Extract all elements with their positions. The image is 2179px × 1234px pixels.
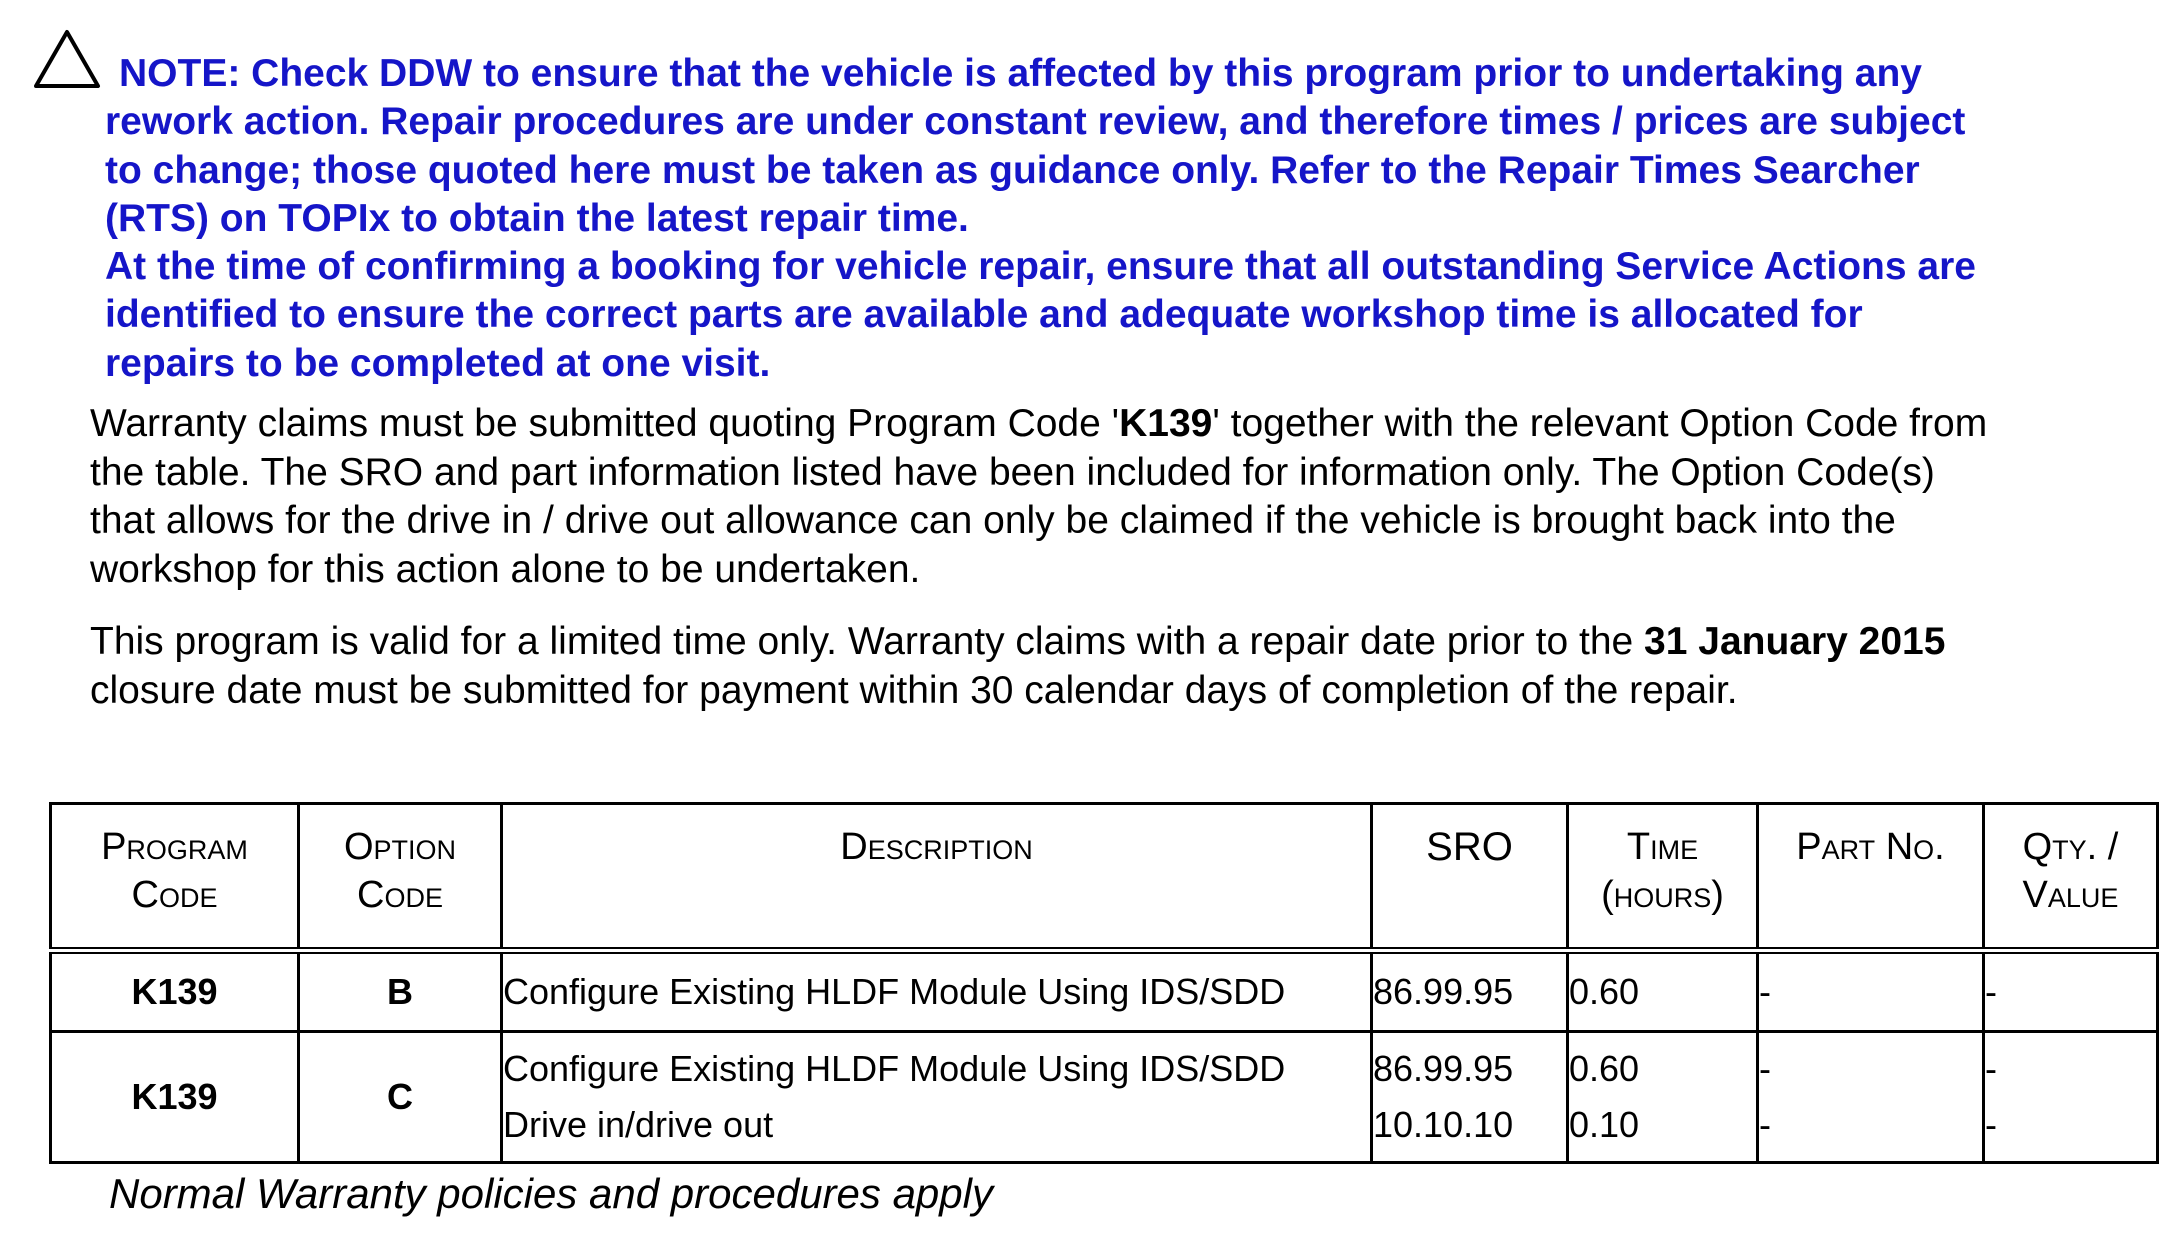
description-cell: Configure Existing HLDF Module Using IDS/SDD — [502, 951, 1372, 1032]
repair-options-table — [49, 802, 2159, 1164]
header-time: Time (hours) — [1568, 804, 1758, 951]
table-row — [51, 1032, 2158, 1163]
paragraph-line: that allows for the drive in / drive out allowance can only be claimed if the vehicle is brought back into the — [90, 499, 1896, 542]
warranty-claims-paragraph — [90, 400, 2150, 594]
header-qty-value: Qty. / Value — [1984, 804, 2158, 951]
program-code-cell: K139 — [51, 1032, 299, 1163]
program-code-inline: K139 — [1119, 402, 1213, 445]
paragraph-line: the table. The SRO and part information listed have been included for information only. The Option Code(s) — [90, 450, 1935, 494]
table-header-row — [51, 804, 2158, 951]
description-cell: Configure Existing HLDF Module Using IDS/SDD Drive in/drive out — [502, 1032, 1372, 1163]
paragraph-text: This program is valid for a limited time only. Warranty claims with a repair date prior to the — [90, 620, 1645, 663]
header-sro: SRO — [1372, 804, 1568, 951]
table-row — [51, 951, 2158, 1032]
option-code-cell: C — [299, 1032, 502, 1163]
paragraph-line: workshop for this action alone to be undertaken. — [90, 547, 921, 591]
note-line: to change; those quoted here must be taken as guidance only. Refer to the Repair Times Searcher — [105, 148, 1920, 192]
warranty-policy-footer: Normal Warranty policies and procedures apply — [109, 1170, 993, 1217]
time-cell: 0.60 0.10 — [1568, 1032, 1758, 1163]
sro-cell: 86.99.95 10.10.10 — [1372, 1032, 1568, 1163]
note-line: NOTE: Check DDW to ensure that the vehicle is affected by this program prior to undertaking any — [119, 52, 1922, 95]
note-line: identified to ensure the correct parts are available and adequate workshop time is allocated for — [105, 293, 1863, 337]
program-code-cell: K139 — [51, 951, 299, 1032]
paragraph-line — [90, 618, 2150, 667]
program-validity-paragraph — [90, 618, 2150, 715]
header-description: Description — [502, 804, 1372, 951]
time-cell: 0.60 — [1568, 951, 1758, 1032]
header-program-code: Program Code — [51, 804, 299, 951]
header-option-code: Option Code — [299, 804, 502, 951]
closure-date: 31 January 2015 — [1644, 620, 1946, 663]
warning-triangle-icon — [32, 28, 102, 90]
qty-cell: - — [1984, 951, 2158, 1032]
part-no-cell: - — [1758, 951, 1984, 1032]
option-code-cell: B — [299, 951, 502, 1032]
note-line: (RTS) on TOPIx to obtain the latest repair time. — [105, 196, 969, 240]
note-line: repairs to be completed at one visit. — [105, 341, 771, 385]
paragraph-text: ' together with the relevant Option Code from — [1212, 402, 1988, 445]
paragraph-line: closure date must be submitted for payment within 30 calendar days of completion of the repair. — [90, 668, 1738, 712]
note-line: At the time of confirming a booking for vehicle repair, ensure that all outstanding Service Actions are — [105, 245, 1976, 289]
header-part-no: Part No. — [1758, 804, 1984, 951]
note-line: rework action. Repair procedures are under constant review, and therefore times / prices are subject — [105, 100, 1966, 144]
paragraph-text: Warranty claims must be submitted quoting Program Code ' — [90, 402, 1120, 445]
paragraph-line — [90, 400, 2150, 449]
qty-cell: - - — [1984, 1032, 2158, 1163]
part-no-cell: - - — [1758, 1032, 1984, 1163]
service-note — [105, 50, 2165, 388]
sro-cell: 86.99.95 — [1372, 951, 1568, 1032]
